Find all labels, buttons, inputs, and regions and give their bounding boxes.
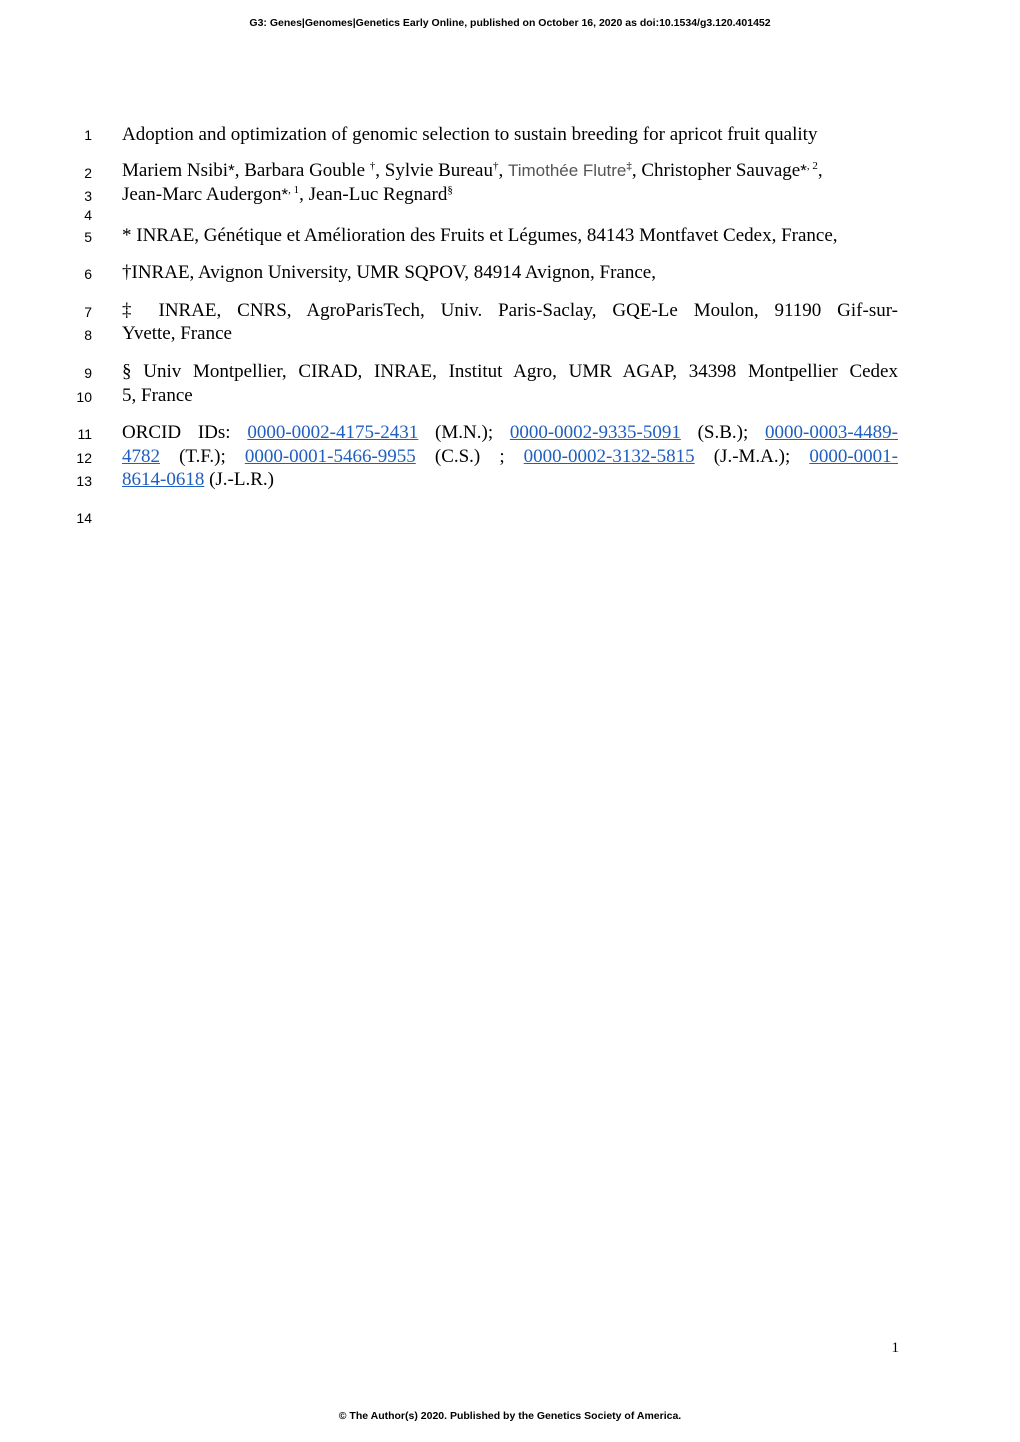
line-number: 13 <box>76 473 92 489</box>
affiliation-mark: * <box>800 161 807 180</box>
separator: , <box>817 160 823 181</box>
affiliation-mark: * <box>228 161 235 180</box>
affiliation-1: * INRAE, Génétique et Amélioration des Fruits et Légumes, 84143 Montfavet Cedex, France, <box>122 225 838 246</box>
author-list-line-2 <box>122 184 898 206</box>
line-number: 2 <box>84 165 92 181</box>
orcid-line-3 <box>122 469 898 491</box>
orcid-author-initials: (J.-L.R.) <box>204 469 274 490</box>
author-list-line-1 <box>122 160 898 182</box>
page-number: 1 <box>891 1340 899 1356</box>
article-title: Adoption and optimization of genomic selection to sustain breeding for apricot fruit quality <box>122 124 818 145</box>
author-name: Jean-Marc Audergon <box>122 184 282 205</box>
affiliation-2: †INRAE, Avignon University, UMR SQPOV, 84914 Avignon, France, <box>122 262 656 283</box>
orcid-author-initials: (T.F.); <box>160 446 245 467</box>
affiliation-mark: , 1 <box>288 184 300 196</box>
author-name: Timothée Flutre <box>507 161 627 180</box>
orcid-link-jma[interactable]: 0000-0002-3132-5815 <box>523 446 695 467</box>
line-number: 11 <box>77 426 92 442</box>
author-name: , Sylvie Bureau <box>375 160 493 181</box>
author-name: , Christopher Sauvage <box>631 160 801 181</box>
affiliation-mark: † <box>369 160 376 172</box>
affiliation-mark: † <box>492 160 499 172</box>
orcid-author-initials: (C.S.) ; <box>415 446 524 467</box>
affiliation-mark: * <box>281 185 289 204</box>
line-number: 9 <box>84 365 92 381</box>
orcid-link-jlr[interactable]: 0000-0001- <box>809 446 898 467</box>
orcid-link-cs[interactable]: 0000-0001-5466-9955 <box>244 446 416 467</box>
author-name: Mariem Nsibi <box>122 160 229 181</box>
separator: , <box>498 160 508 181</box>
orcid-link-tf[interactable]: 4782 <box>122 446 160 467</box>
orcid-link-sb[interactable]: 0000-0002-9335-5091 <box>509 422 681 443</box>
line-number: 10 <box>76 389 92 405</box>
journal-header: G3: Genes|Genomes|Genetics Early Online, published on October 16, 2020 as doi:10.1534/g3.120.401452 <box>249 17 771 29</box>
line-number: 6 <box>84 266 92 282</box>
orcid-line-2 <box>122 446 898 468</box>
affiliation-3-line-2: Yvette, France <box>122 323 232 344</box>
author-name: , Barbara Gouble <box>234 160 370 181</box>
line-number: 8 <box>84 327 92 343</box>
orcid-link-jlr[interactable]: 8614-0618 <box>122 469 205 490</box>
orcid-line-1 <box>122 422 898 444</box>
orcid-author-initials: (S.B.); <box>680 422 766 443</box>
affiliation-mark: , 2 <box>806 160 818 172</box>
line-number: 5 <box>84 229 92 245</box>
line-number: 4 <box>84 207 92 223</box>
orcid-author-initials: (J.-M.A.); <box>694 446 810 467</box>
orcid-link-tf[interactable]: 0000-0003-4489- <box>765 422 898 443</box>
affiliation-mark: § <box>447 184 453 196</box>
orcid-label: ORCID IDs: <box>122 422 248 443</box>
affiliation-mark: ‡ <box>626 160 632 172</box>
copyright-footer: © The Author(s) 2020. Published by the Genetics Society of America. <box>338 1410 682 1422</box>
line-number: 12 <box>76 450 92 466</box>
orcid-link-mn[interactable]: 0000-0002-4175-2431 <box>247 422 419 443</box>
line-number: 3 <box>84 188 92 204</box>
affiliation-3-line-1: ‡ INRAE, CNRS, AgroParisTech, Univ. Paris-Saclay, GQE-Le Moulon, 91190 Gif-sur- <box>122 300 898 321</box>
line-number: 7 <box>84 304 92 320</box>
line-number: 14 <box>76 510 92 526</box>
author-name: , Jean-Luc Regnard <box>299 184 448 205</box>
line-number: 1 <box>84 127 92 143</box>
affiliation-4-line-1: § Univ Montpellier, CIRAD, INRAE, Institut Agro, UMR AGAP, 34398 Montpellier Cedex <box>122 361 898 382</box>
orcid-author-initials: (M.N.); <box>418 422 510 443</box>
affiliation-4-line-2: 5, France <box>122 385 193 406</box>
